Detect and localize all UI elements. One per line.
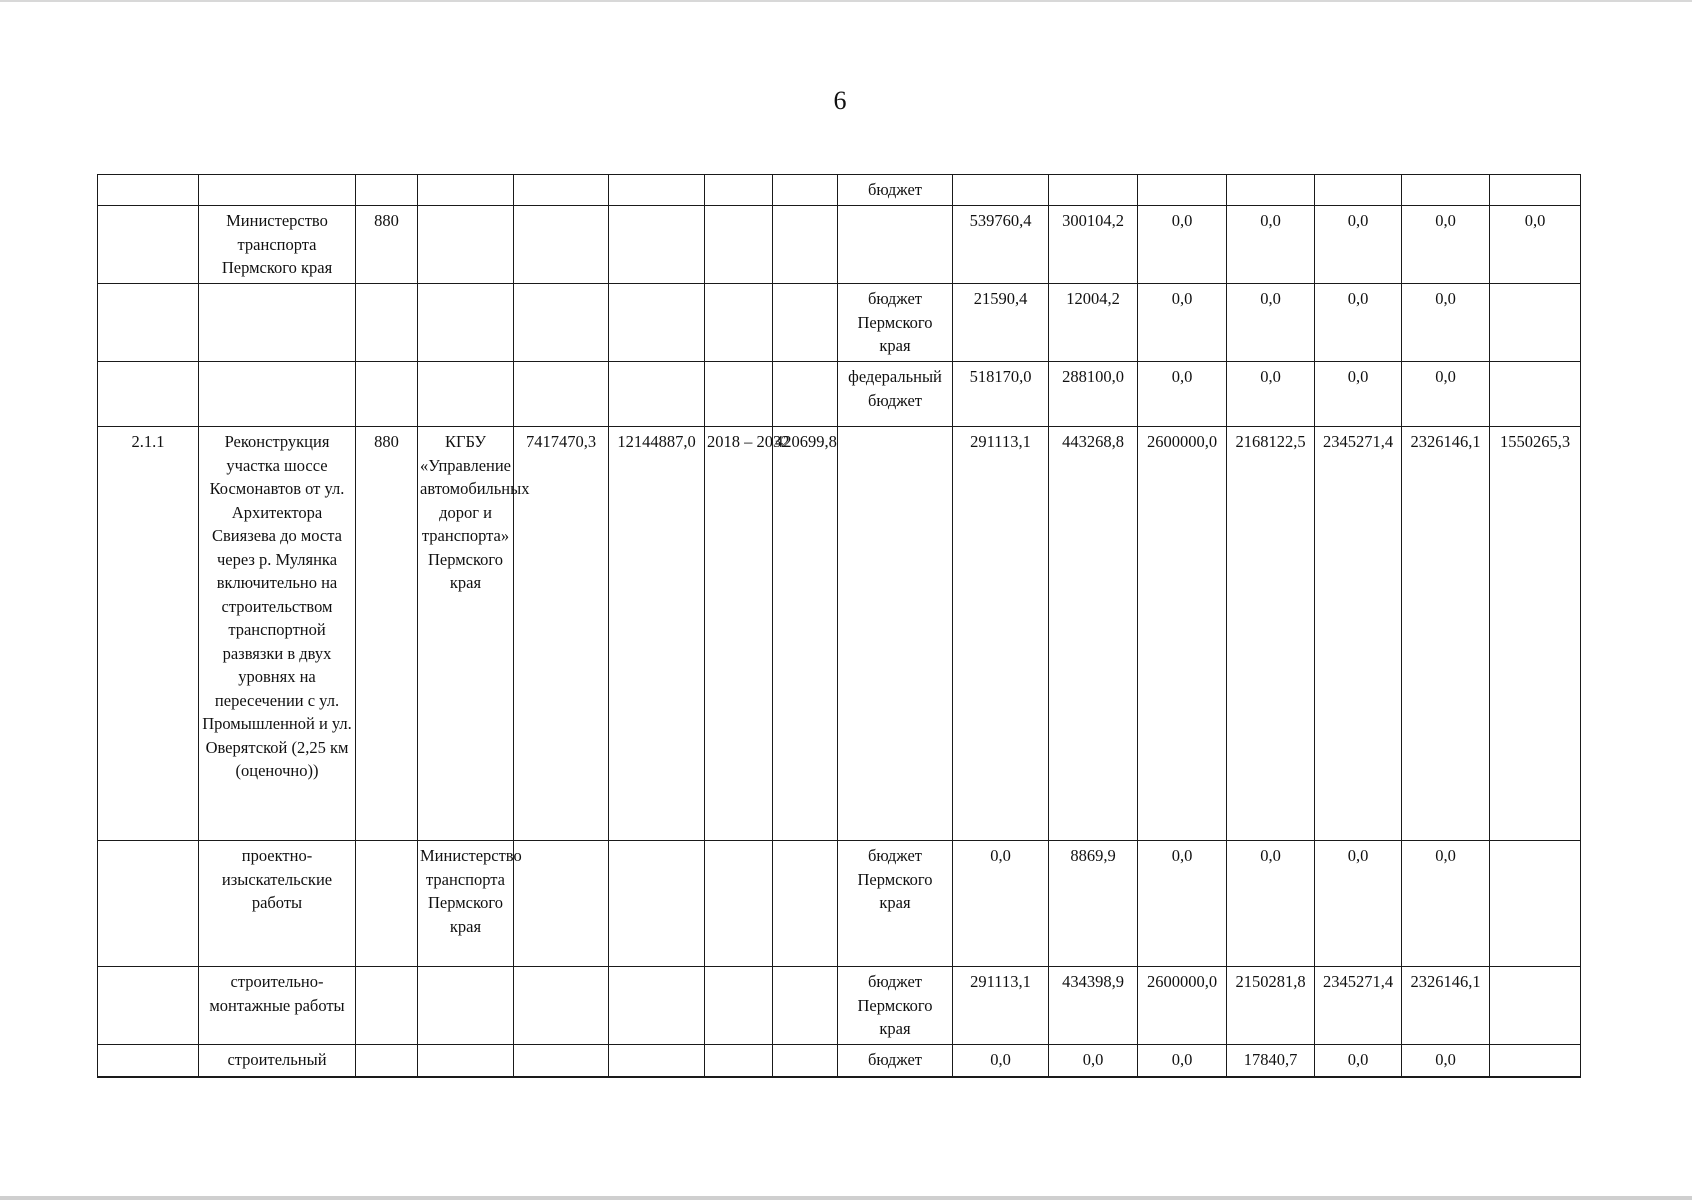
table-cell xyxy=(838,206,953,284)
table-cell: 2345271,4 xyxy=(1315,427,1402,841)
table-cell xyxy=(418,967,514,1045)
table-cell: бюджет xyxy=(838,175,953,206)
table-cell: 0,0 xyxy=(953,1045,1049,1077)
table-cell: 12004,2 xyxy=(1049,284,1138,362)
table-cell: 7417470,3 xyxy=(514,427,609,841)
table-cell xyxy=(1490,841,1581,967)
table-cell: 0,0 xyxy=(1138,362,1227,427)
table-cell xyxy=(705,841,773,967)
table-cell xyxy=(773,284,838,362)
table-cell xyxy=(838,427,953,841)
table-cell xyxy=(705,175,773,206)
table-cell: федеральный бюджет xyxy=(838,362,953,427)
table-cell: 0,0 xyxy=(1315,841,1402,967)
table-cell xyxy=(514,1045,609,1077)
table-cell xyxy=(1490,967,1581,1045)
table-cell: 288100,0 xyxy=(1049,362,1138,427)
table-cell: строительный xyxy=(199,1045,356,1077)
table-cell xyxy=(609,362,705,427)
page-number: 6 xyxy=(833,86,847,115)
table-cell xyxy=(418,284,514,362)
table-cell xyxy=(98,206,199,284)
table-cell: 0,0 xyxy=(1315,362,1402,427)
table-cell: 2326146,1 xyxy=(1402,967,1490,1045)
table-cell xyxy=(514,206,609,284)
table-cell xyxy=(1490,284,1581,362)
table-cell xyxy=(356,284,418,362)
table-cell xyxy=(356,841,418,967)
table-cell: 8869,9 xyxy=(1049,841,1138,967)
table-cell: 17840,7 xyxy=(1227,1045,1315,1077)
table-cell xyxy=(609,175,705,206)
table-cell xyxy=(609,206,705,284)
table-cell xyxy=(773,1045,838,1077)
table-cell xyxy=(705,967,773,1045)
table-cell: 0,0 xyxy=(1138,206,1227,284)
table-cell: 880 xyxy=(356,427,418,841)
table-cell: 518170,0 xyxy=(953,362,1049,427)
budget-table xyxy=(97,174,1581,1078)
table-cell: 21590,4 xyxy=(953,284,1049,362)
table-cell: 0,0 xyxy=(1227,284,1315,362)
table-cell: 0,0 xyxy=(1138,1045,1227,1077)
table-cell xyxy=(199,362,356,427)
table-row xyxy=(98,1045,1581,1077)
table-cell: 0,0 xyxy=(1227,362,1315,427)
table-row xyxy=(98,284,1581,362)
table-cell xyxy=(98,841,199,967)
table-cell: 2326146,1 xyxy=(1402,427,1490,841)
table-cell xyxy=(98,1045,199,1077)
table-cell: Министерство транспорта Пермского края xyxy=(418,841,514,967)
table-cell xyxy=(98,967,199,1045)
table-cell: 443268,8 xyxy=(1049,427,1138,841)
table-cell xyxy=(418,362,514,427)
table-cell: 0,0 xyxy=(1402,1045,1490,1077)
table-cell: 291113,1 xyxy=(953,967,1049,1045)
table-cell xyxy=(356,967,418,1045)
table-cell xyxy=(609,1045,705,1077)
table-cell: проектно-изыскательские работы xyxy=(199,841,356,967)
table-cell xyxy=(1490,362,1581,427)
table-cell xyxy=(1227,175,1315,206)
table-cell xyxy=(199,284,356,362)
table-cell: бюджет Пермского края xyxy=(838,841,953,967)
scan-edge-top xyxy=(0,0,1692,2)
table-row xyxy=(98,967,1581,1045)
table-cell: 434398,9 xyxy=(1049,967,1138,1045)
table-row xyxy=(98,427,1581,841)
table-cell: 2.1.1 xyxy=(98,427,199,841)
table-cell xyxy=(1315,175,1402,206)
table-cell xyxy=(199,175,356,206)
table-cell: 0,0 xyxy=(1490,206,1581,284)
table-cell: 0,0 xyxy=(1138,841,1227,967)
table-cell xyxy=(514,967,609,1045)
table-cell: 291113,1 xyxy=(953,427,1049,841)
table-cell xyxy=(773,362,838,427)
table-cell: 2600000,0 xyxy=(1138,427,1227,841)
table-cell xyxy=(1049,175,1138,206)
table-cell: 0,0 xyxy=(1402,284,1490,362)
table-cell: 0,0 xyxy=(1315,206,1402,284)
table-cell: 0,0 xyxy=(1138,284,1227,362)
table-cell: строительно-монтажные работы xyxy=(199,967,356,1045)
table-cell xyxy=(98,284,199,362)
table-cell xyxy=(609,284,705,362)
table-cell xyxy=(773,841,838,967)
table-cell: 2018 – 2032 xyxy=(705,427,773,841)
table-cell xyxy=(773,175,838,206)
table-cell: 12144887,0 xyxy=(609,427,705,841)
table-cell xyxy=(418,206,514,284)
table-cell: бюджет Пермского края xyxy=(838,284,953,362)
table-cell: 0,0 xyxy=(1227,206,1315,284)
table-cell: 0,0 xyxy=(1402,362,1490,427)
table-cell: 0,0 xyxy=(1402,841,1490,967)
table-cell: КГБУ «Управление автомобильных дорог и транспорта» Пермского края xyxy=(418,427,514,841)
table-cell xyxy=(514,362,609,427)
table-cell xyxy=(705,206,773,284)
table-cell: Министерство транспорта Пермского края xyxy=(199,206,356,284)
table-row xyxy=(98,362,1581,427)
table-cell xyxy=(356,175,418,206)
table-cell: 420699,8 xyxy=(773,427,838,841)
table-cell: 0,0 xyxy=(1402,206,1490,284)
table-cell xyxy=(705,1045,773,1077)
table-cell xyxy=(1490,175,1581,206)
table-cell xyxy=(705,284,773,362)
table-cell xyxy=(98,362,199,427)
table-cell: 880 xyxy=(356,206,418,284)
table-cell xyxy=(1490,1045,1581,1077)
table-cell: 0,0 xyxy=(1315,1045,1402,1077)
scan-edge-bottom xyxy=(0,1196,1692,1200)
table-cell: 1550265,3 xyxy=(1490,427,1581,841)
table-cell: 0,0 xyxy=(953,841,1049,967)
table-cell: 0,0 xyxy=(1227,841,1315,967)
table-cell xyxy=(356,362,418,427)
table-cell xyxy=(356,1045,418,1077)
table-cell: 2600000,0 xyxy=(1138,967,1227,1045)
table-cell xyxy=(514,175,609,206)
table-cell: 300104,2 xyxy=(1049,206,1138,284)
table-cell xyxy=(773,206,838,284)
table-cell: бюджет Пермского края xyxy=(838,967,953,1045)
table-cell xyxy=(609,841,705,967)
table-cell: 2150281,8 xyxy=(1227,967,1315,1045)
table-cell xyxy=(773,967,838,1045)
table-cell xyxy=(609,967,705,1045)
table-cell xyxy=(418,175,514,206)
table-cell xyxy=(418,1045,514,1077)
table-cell xyxy=(705,362,773,427)
table-cell xyxy=(953,175,1049,206)
table-row xyxy=(98,206,1581,284)
table-row xyxy=(98,841,1581,967)
table-row xyxy=(98,175,1581,206)
table-cell: Реконструкция участка шоссе Космонавтов от ул. Архитектора Свиязева до моста через р. Мулянка включительно на строительством транспортной развязки в двух уровнях на пересечении с ул. Промышленной и ул. Оверятской (2,25 км (оценочно)) xyxy=(199,427,356,841)
table-cell: 2168122,5 xyxy=(1227,427,1315,841)
table-cell xyxy=(1402,175,1490,206)
table-cell: бюджет xyxy=(838,1045,953,1077)
table-cell: 2345271,4 xyxy=(1315,967,1402,1045)
table-cell xyxy=(98,175,199,206)
table-cell: 539760,4 xyxy=(953,206,1049,284)
table-cell xyxy=(514,841,609,967)
table-cell: 0,0 xyxy=(1049,1045,1138,1077)
table-cell xyxy=(1138,175,1227,206)
table-cell: 0,0 xyxy=(1315,284,1402,362)
table-cell xyxy=(514,284,609,362)
